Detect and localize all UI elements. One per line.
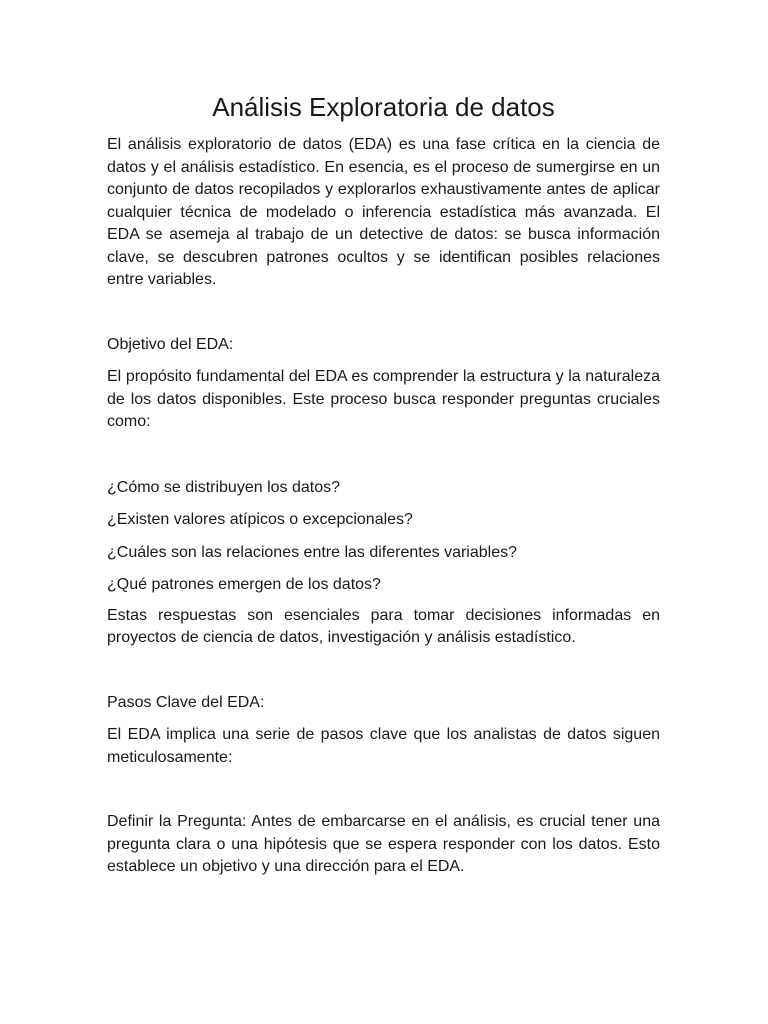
question-item: ¿Cuáles son las relaciones entre las diferentes variables?	[107, 543, 517, 561]
document-page	[107, 92, 660, 879]
steps-intro-paragraph: El EDA implica una serie de pasos clave que los analistas de datos siguen meticulosamente:	[107, 726, 660, 766]
question-item: ¿Existen valores atípicos o excepcionales?	[107, 511, 413, 528]
intro-paragraph: El análisis exploratorio de datos (EDA) es una fase crítica en la ciencia de datos y el análisis estadístico. En esencia, es el proceso de sumergirse en un conjunto de datos recopilados y explorarlos exhaustivamente antes de aplicar cualquier técnica de modelado o inferencia estadística más avanzada. El EDA se asemeja al trabajo de un detective de datos: se busca información clave, se descubren patrones ocultos y se identifican posibles relaciones entre variables.	[107, 136, 660, 288]
question-item: ¿Qué patrones emergen de los datos?	[107, 576, 381, 593]
objective-paragraph: El propósito fundamental del EDA es comprender la estructura y la naturaleza de los datos disponibles. Este proceso busca responder preguntas cruciales como:	[107, 368, 660, 430]
objective-heading: Objetivo del EDA:	[107, 335, 234, 353]
step-define-question: Definir la Pregunta: Antes de embarcarse en el análisis, es crucial tener una pregunta clara o una hipótesis que se espera responder con los datos. Esto establece un objetivo y una dirección para el EDA.	[107, 813, 660, 875]
document-title: Análisis Exploratoria de datos	[212, 92, 555, 122]
questions-conclusion: Estas respuestas son esenciales para tomar decisiones informadas en proyectos de ciencia de datos, investigación y análisis estadístico.	[107, 606, 660, 646]
question-item: ¿Cómo se distribuyen los datos?	[107, 478, 340, 496]
steps-heading: Pasos Clave del EDA:	[107, 693, 265, 711]
